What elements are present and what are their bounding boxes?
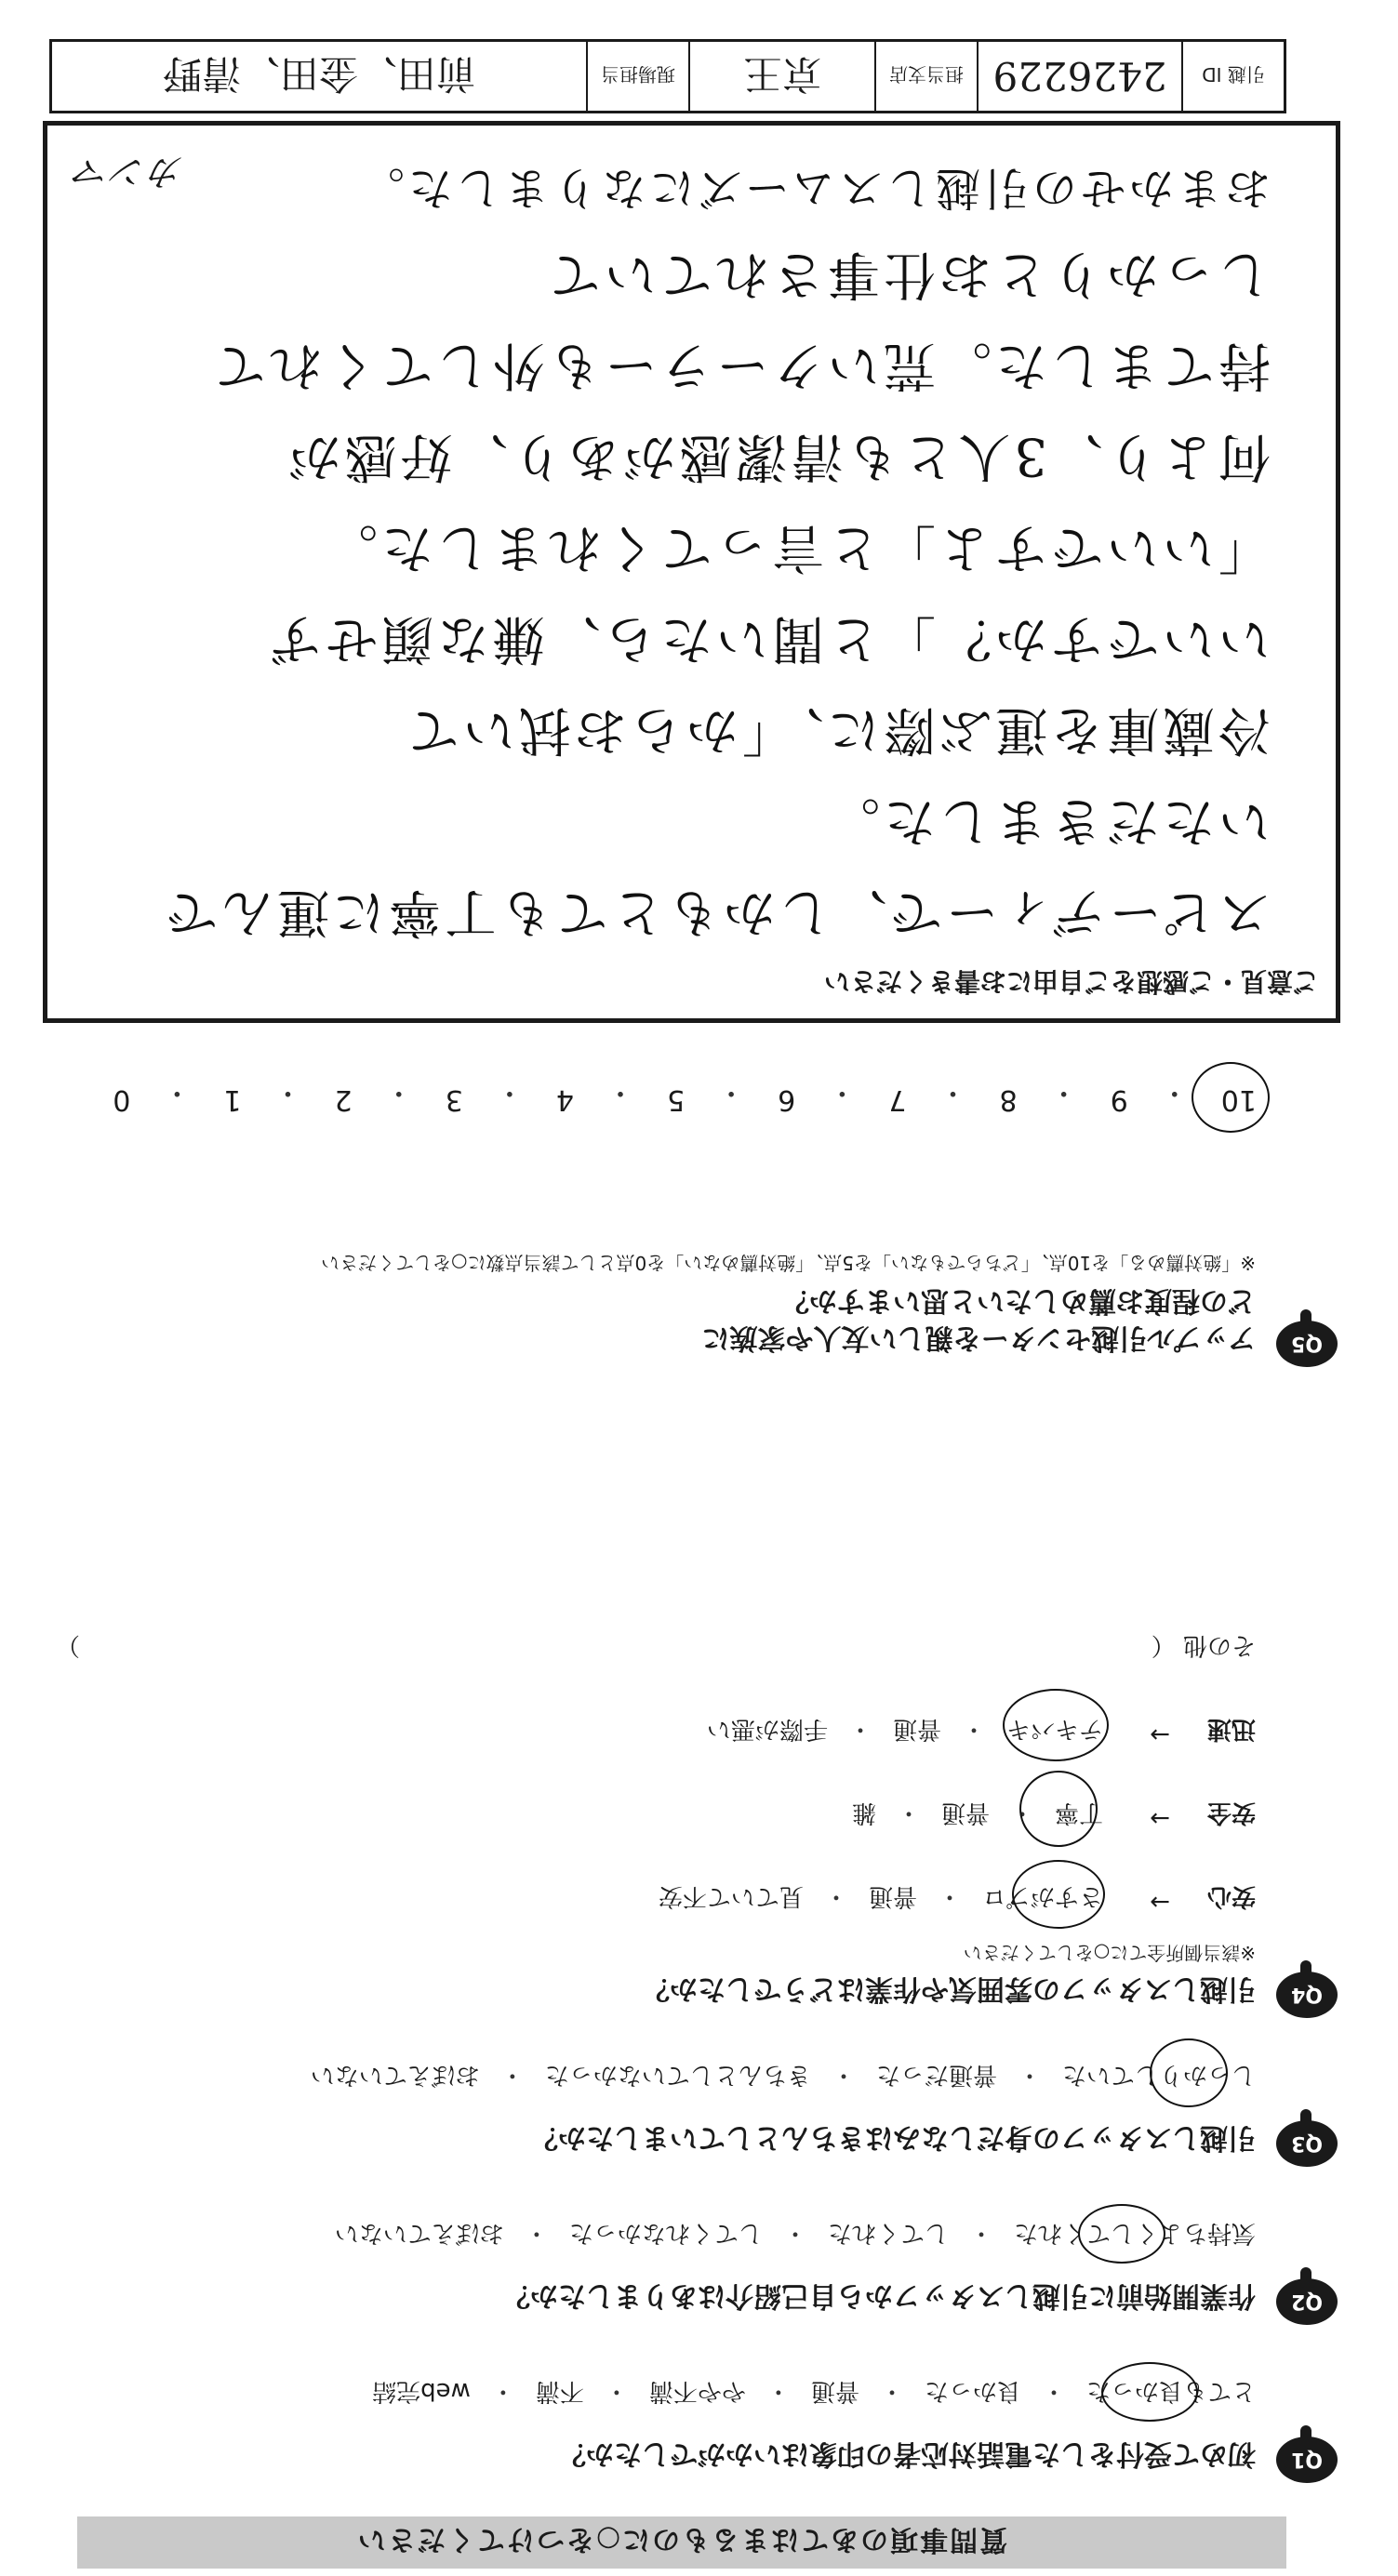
branch-label: 担当支店 — [874, 42, 977, 111]
q1-option-1[interactable]: とても良かった — [1085, 2377, 1256, 2405]
q4-row-3-option-1[interactable]: テキパキ — [1005, 1715, 1103, 1743]
staff-value: 前田、金田、清野 — [163, 51, 476, 97]
q4-other-close: ） — [56, 1631, 81, 1659]
instruction-text: 質問事項のあてはまるものに○をつけてください — [355, 2523, 1008, 2556]
q4-row-2-option-3[interactable]: 雑 — [851, 1799, 876, 1826]
q4-row-3-option-3[interactable]: 手際が悪い — [706, 1715, 828, 1743]
score-2[interactable]: 2 — [334, 1083, 353, 1116]
comment-line-1: スピーディーで、しかもとても丁寧に運んで — [161, 882, 1271, 942]
q4-row-1-label: 安心 — [1206, 1882, 1256, 1910]
score-7[interactable]: 7 — [888, 1083, 907, 1116]
instruction-header — [77, 2516, 1286, 2569]
q5-text-line-2: どの程度お薦めしたいと思いますか？ — [781, 1284, 1256, 1317]
q3-badge: Q3 — [1276, 2120, 1338, 2167]
branch-value: 京王 — [688, 42, 874, 111]
q3-option-4[interactable]: おぼえていない — [310, 2061, 480, 2089]
q1-option-4[interactable]: やや不満 — [648, 2377, 746, 2405]
q5-selection-circle — [1192, 1062, 1270, 1133]
q2-options: 気持ちよくしてくれた ・ してくれた ・ してくれなかった ・ おぼえていない — [335, 2218, 1256, 2252]
score-6[interactable]: 6 — [778, 1083, 796, 1116]
q5-badge: Q5 — [1276, 1321, 1338, 1367]
q2-option-3[interactable]: してくれなかった — [568, 2219, 763, 2247]
score-8[interactable]: 8 — [999, 1083, 1018, 1116]
q4-other-label: その他 — [1182, 1631, 1256, 1659]
score-1[interactable]: 1 — [223, 1083, 242, 1116]
score-3[interactable]: 3 — [445, 1083, 463, 1116]
q4-row-1-option-2[interactable]: 普通 — [868, 1882, 917, 1910]
comment-signature: カンマ — [73, 150, 185, 193]
q4-row-2-option-1[interactable]: 丁寧 — [1054, 1799, 1103, 1826]
q4-row-2-selection-circle — [1019, 1771, 1098, 1847]
q2-selection-circle — [1078, 2204, 1165, 2264]
q5-note: ※「絶対薦める」を10点、「どちらでもない」を5点、「絶対薦めない」を0点として該当点数に○をしてください — [321, 1252, 1256, 1274]
score-9[interactable]: 9 — [1110, 1083, 1128, 1116]
q4-row-2-option-2[interactable]: 普通 — [940, 1799, 990, 1826]
q2-option-4[interactable]: おぼえていない — [334, 2219, 504, 2247]
comment-line-5: 「いいですよ」と言ってくれました。 — [322, 517, 1271, 578]
q1-options: とても良かった ・ 良かった ・ 普通 ・ やや不満 ・ 不満 ・ web完結 — [372, 2376, 1256, 2410]
q2-option-1[interactable]: 気持ちよくしてくれた — [1013, 2219, 1256, 2247]
comments-box — [43, 121, 1340, 1023]
comment-line-3: 冷蔵庫を運ぶ際に、「からお拭いて — [404, 699, 1271, 760]
q4-badge: Q4 — [1276, 1972, 1338, 2018]
comment-line-7: 持てました。荒いクーラーも外してくれて — [210, 335, 1271, 395]
q1-badge: Q1 — [1276, 2437, 1338, 2483]
q4-row-1: 安心 → さすがプロ ・ 普通 ・ 見ていて不安 — [658, 1882, 1256, 1916]
q3-option-2[interactable]: 普通だった — [875, 2061, 997, 2089]
q1-option-3[interactable]: 普通 — [810, 2377, 859, 2405]
q4-row-3: 迅速 → テキパキ ・ 普通 ・ 手際が悪い — [706, 1715, 1256, 1748]
q3-selection-circle — [1150, 2038, 1228, 2107]
comments-title: ご意見・ご感想をご自由にお書きください — [823, 966, 1319, 997]
q4-row-1-option-1[interactable]: さすがプロ — [981, 1882, 1103, 1910]
move-id-value: 2426229 — [977, 42, 1181, 111]
q1-selection-circle — [1101, 2362, 1198, 2422]
q4-text: 引越しスタッフの雰囲気や作業はどうでしたか？ — [642, 1972, 1256, 2005]
staff-label: 現場担当 — [586, 42, 688, 111]
q3-option-3[interactable]: きちんとしていなかった — [544, 2061, 811, 2089]
q1-option-6[interactable]: web完結 — [372, 2377, 471, 2405]
comment-line-4: いいですか？」と聞いたら、嫌な顔せず — [266, 608, 1271, 669]
q2-text: 作業開始前に引越しスタッフから自己紹介はありましたか？ — [502, 2279, 1256, 2312]
comment-line-2: いただきました。 — [824, 790, 1271, 851]
q4-other-row: その他 （ ） — [56, 1630, 1256, 1665]
comment-line-6: 何より、3人とも清潔感があり、好感が — [285, 426, 1271, 486]
q2-badge: Q2 — [1276, 2278, 1338, 2325]
q1-option-2[interactable]: 良かった — [924, 2377, 1021, 2405]
q1-text: 初めて受付をした電話対応者の印象はいかがでしたか？ — [558, 2437, 1256, 2470]
comment-line-9: おまかせの引越しスムーズになりました。 — [355, 162, 1271, 214]
q4-row-3-label: 迅速 — [1206, 1715, 1256, 1743]
q3-option-1[interactable]: しっかりしていた — [1061, 2061, 1256, 2089]
q1-option-5[interactable]: 不満 — [535, 2377, 584, 2405]
q4-row-3-selection-circle — [1003, 1689, 1109, 1761]
q4-row-2: 安全 → 丁寧 ・ 普通 ・ 雑 — [851, 1799, 1256, 1832]
q4-row-2-label: 安全 — [1206, 1799, 1256, 1826]
info-table — [49, 39, 1286, 113]
comment-line-8: しっかりとお仕事されていて — [545, 244, 1271, 304]
score-10[interactable]: 10 — [1220, 1083, 1257, 1116]
q3-options: しっかりしていた ・ 普通だった ・ きちんとしていなかった ・ おぼえていない — [311, 2060, 1256, 2094]
score-0[interactable]: 0 — [113, 1083, 131, 1116]
q4-note: ※該当個所全てに○をしてください — [963, 1942, 1256, 1964]
score-5[interactable]: 5 — [667, 1083, 686, 1116]
q5-text-line-1: アップル引越センターを親しい友人や家族に — [701, 1321, 1256, 1354]
q4-row-1-option-3[interactable]: 見ていて不安 — [658, 1882, 804, 1910]
q3-text: 引越しスタッフの身だしなみはきちんとしていましたか？ — [530, 2121, 1256, 2154]
q4-row-1-selection-circle — [1012, 1860, 1105, 1929]
q4-row-3-option-2[interactable]: 普通 — [892, 1715, 941, 1743]
move-id-label: 引越 ID — [1181, 42, 1284, 111]
q2-option-2[interactable]: してくれた — [827, 2219, 949, 2247]
score-4[interactable]: 4 — [555, 1083, 574, 1116]
q5-score-scale: 10 ・ 9 ・ 8 ・ 7 ・ 6 ・ 5 ・ 4 ・ 3 ・ 2 ・ 1 ・ 0 — [113, 1076, 1257, 1116]
